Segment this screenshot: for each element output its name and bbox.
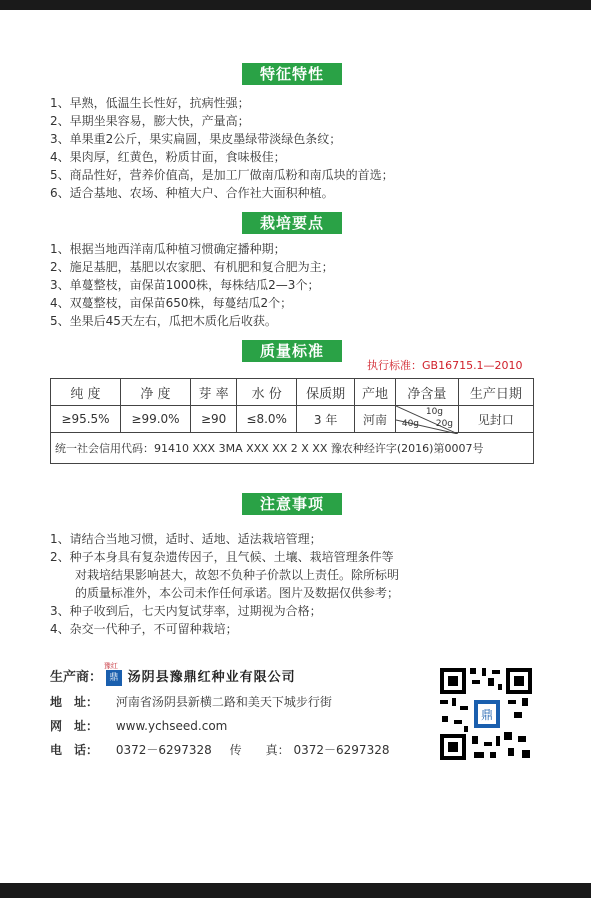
header-cell: 产地 — [355, 379, 396, 406]
section-title-cultivation: 栽培要点 — [242, 212, 342, 234]
header-cell: 净 度 — [121, 379, 191, 406]
list-item: 1、根据当地西洋南瓜种植习惯确定播种期； — [50, 242, 286, 256]
list-item: 对栽培结果影响甚大，故恕不负种子价款以上责任。除所标明 — [75, 568, 400, 582]
list-item: 4、杂交一代种子，不可留种栽培； — [50, 622, 238, 636]
list-item: 5、商品性好，营养价值高，是加工厂做南瓜粉和南瓜块的首选； — [50, 168, 394, 182]
list-item: 6、适合基地、农场、种植大户、合作社大面积种植。 — [50, 186, 334, 200]
maker-row — [50, 661, 430, 690]
net-weight-option: 20g — [435, 419, 454, 429]
list-item: 2、早期坐果容易，膨大快，产量高； — [50, 114, 250, 128]
value-cell: ≥95.5% — [51, 406, 121, 433]
section-title-notes: 注意事项 — [242, 493, 342, 515]
value-cell: 见封口 — [458, 406, 533, 433]
header-cell: 保质期 — [297, 379, 355, 406]
list-item: 2、施足基肥，基肥以农家肥、有机肥和复合肥为主； — [50, 260, 334, 274]
value-cell: ≤8.0% — [237, 406, 297, 433]
qr-code-icon — [438, 666, 534, 762]
execution-standard: 执行标准：GB16715.1—2010 — [367, 359, 523, 372]
qr-code-graphic — [438, 666, 534, 762]
phone-label: 电 话： — [50, 743, 99, 757]
net-weight-option: 10g — [425, 407, 444, 417]
header-cell: 水 份 — [237, 379, 297, 406]
address-value: 河南省汤阴县新横二路和美天下城步行街 — [115, 695, 332, 709]
table-footer-row — [51, 433, 534, 464]
notes-list — [50, 530, 550, 638]
seed-packet-back — [0, 10, 591, 883]
address-label: 地 址： — [50, 695, 99, 709]
quality-table — [50, 378, 534, 464]
list-item: 4、果肉厚，红黄色，粉质甘面，食味极佳； — [50, 150, 286, 164]
net-weight-cell — [395, 406, 458, 433]
list-item: 1、早熟，低温生长性好，抗病性强； — [50, 96, 250, 110]
company-name: 汤阴县豫鼎红种业有限公司 — [127, 670, 296, 685]
logo-tag: 豫红 — [103, 661, 118, 670]
value-cell: 河南 — [355, 406, 396, 433]
company-logo — [103, 661, 122, 686]
website-link[interactable]: www.ychseed.com — [115, 719, 228, 733]
list-item: 3、种子收到后，七天内复试芽率，过期视为合格； — [50, 604, 322, 618]
features-list — [50, 94, 550, 202]
header-cell: 纯 度 — [51, 379, 121, 406]
header-cell: 芽 率 — [191, 379, 237, 406]
value-cell: 3 年 — [297, 406, 355, 433]
phone-value: 0372－6297328 — [115, 743, 212, 757]
table-row — [51, 406, 534, 433]
section-title-quality: 质量标准 — [242, 340, 342, 362]
website-row — [50, 714, 430, 738]
top-black-bar — [0, 0, 591, 10]
list-item: 5、坐果后45天左右，瓜把木质化后收获。 — [50, 314, 277, 328]
list-item: 3、单果重2公斤，果实扁圆，果皮墨绿带淡绿色条纹； — [50, 132, 342, 146]
qr-logo-glyph: 鼎 — [480, 708, 494, 722]
logo-glyph: 鼎 — [109, 672, 119, 683]
net-weight-option: 40g — [401, 419, 420, 429]
maker-label: 生产商： — [50, 670, 103, 685]
value-cell: ≥99.0% — [121, 406, 191, 433]
header-cell: 净含量 — [395, 379, 458, 406]
credit-code: 统一社会信用代码：91410 XXX 3MA XXX XX 2 X XX 豫农种经许字(2016)第0007号 — [51, 433, 534, 464]
cultivation-list — [50, 240, 550, 330]
company-info — [50, 661, 430, 762]
section-title-features: 特征特性 — [242, 63, 342, 85]
table-header-row — [51, 379, 534, 406]
value-cell: ≥90 — [191, 406, 237, 433]
header-cell: 生产日期 — [458, 379, 533, 406]
address-row — [50, 690, 430, 714]
fax-label: 传 真： — [229, 743, 290, 757]
fax-value: 0372－6297328 — [293, 743, 390, 757]
list-item: 1、请结合当地习惯，适时、适地、适法栽培管理； — [50, 532, 322, 546]
list-item: 3、单蔓整枝，亩保苗1000株，每株结瓜2—3个； — [50, 278, 320, 292]
list-item: 2、种子本身具有复杂遗传因子，且气候、土壤、栽培管理条件等 — [50, 550, 394, 564]
phone-row — [50, 738, 430, 762]
website-label: 网 址： — [50, 719, 99, 733]
list-item: 的质量标准外，本公司未作任何承诺。图片及数据仅供参考； — [75, 586, 400, 600]
bottom-black-bar — [0, 883, 591, 898]
list-item: 4、双蔓整枝，亩保苗650株，每蔓结瓜2个； — [50, 296, 293, 310]
